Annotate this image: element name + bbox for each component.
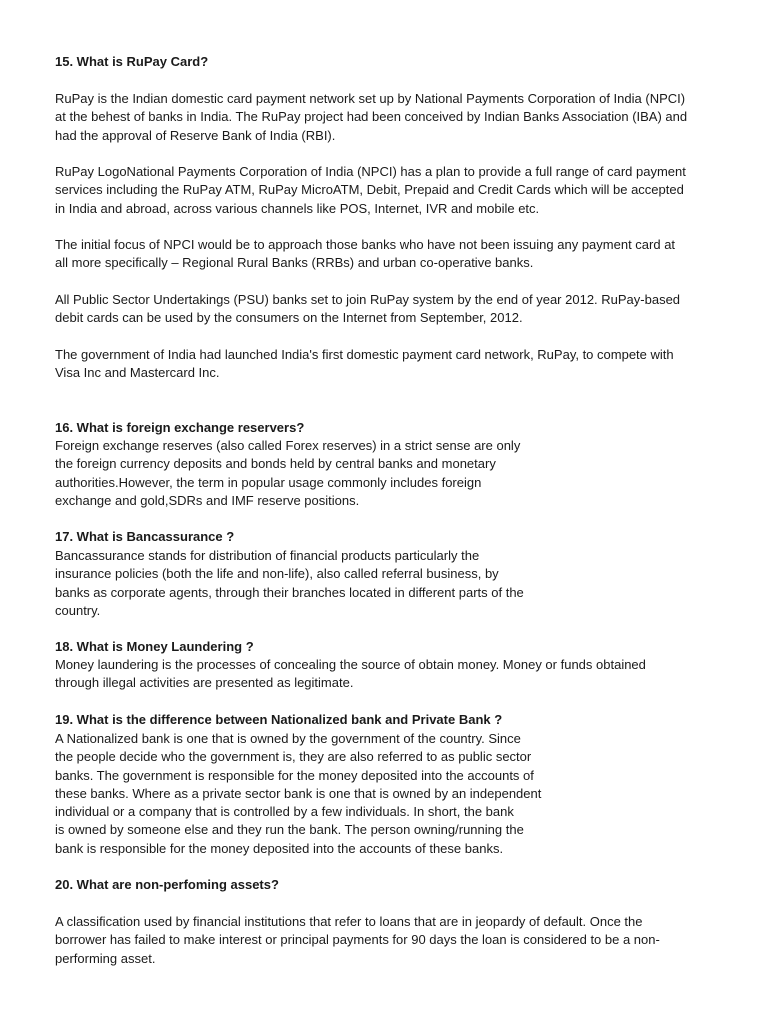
- text-line: RuPay LogoNational Payments Corporation of India (NPCI) has a plan to provide a full range of card payment: [55, 164, 686, 179]
- q18-paragraph: [55, 656, 646, 693]
- text-line: A Nationalized bank is one that is owned by the government of the country. Since: [55, 731, 521, 746]
- text-line: the foreign currency deposits and bonds held by central banks and monetary: [55, 456, 496, 472]
- text-line: in India and abroad, across various channels like POS, Internet, IVR and mobile etc.: [55, 200, 540, 216]
- q15-heading: 15. What is RuPay Card?: [55, 54, 209, 69]
- q17-heading: 17. What is Bancassurance ?: [55, 529, 235, 544]
- q19-paragraph: [55, 730, 541, 858]
- q15-paragraph-2: [55, 163, 686, 218]
- text-line: country.: [55, 602, 101, 618]
- text-line: Foreign exchange reserves (also called Forex reserves) in a strict sense are only: [55, 438, 521, 453]
- q15-paragraph-4: [55, 291, 680, 328]
- text-line: performing asset.: [55, 950, 156, 966]
- q16-paragraph: [55, 437, 520, 510]
- q15-paragraph-3: [55, 236, 675, 273]
- text-line: Bancassurance stands for distribution of financial products particularly the: [55, 548, 480, 563]
- text-line: had the approval of Reserve Bank of India (RBI).: [55, 127, 336, 143]
- text-line: is owned by someone else and they run the bank. The person owning/running the: [55, 822, 524, 838]
- text-line: Money laundering is the processes of concealing the source of obtain money. Money or funds obtained: [55, 657, 646, 672]
- text-line: Visa Inc and Mastercard Inc.: [55, 365, 220, 381]
- text-line: The initial focus of NPCI would be to approach those banks who have not been issuing any payment card at: [55, 237, 676, 252]
- q20-paragraph: [55, 913, 660, 968]
- q15-paragraph-5: [55, 346, 674, 383]
- text-line: banks. The government is responsible for the money deposited into the accounts of: [55, 767, 534, 783]
- text-line: the people decide who the government is, they are also referred to as public sector: [55, 749, 532, 765]
- text-line: at the behest of banks in India. The RuPay project had been conceived by Indian Banks Association (IBA) and: [55, 109, 688, 125]
- text-line: services including the RuPay ATM, RuPay MicroATM, Debit, Prepaid and Credit Cards which will be accepted: [55, 182, 684, 198]
- text-line: through illegal activities are presented as legitimate.: [55, 675, 354, 691]
- text-line: banks as corporate agents, through their branches located in different parts of the: [55, 584, 524, 600]
- text-line: exchange and gold,SDRs and IMF reserve positions.: [55, 492, 360, 508]
- text-line: individual or a company that is controlled by a few individuals. In short, the bank: [55, 804, 514, 820]
- text-line: insurance policies (both the life and non-life), also called referral business, by: [55, 566, 499, 582]
- q19-heading: 19. What is the difference between Nationalized bank and Private Bank ?: [55, 712, 503, 727]
- text-line: these banks. Where as a private sector bank is one that is owned by an independent: [55, 785, 542, 801]
- text-line: bank is responsible for the money deposited into the accounts of these banks.: [55, 840, 504, 856]
- text-line: All Public Sector Undertakings (PSU) banks set to join RuPay system by the end of year 2012. RuPay-based: [55, 292, 681, 307]
- q15-paragraph-1: [55, 90, 687, 145]
- text-line: borrower has failed to make interest or principal payments for 90 days the loan is considered to be a non-: [55, 932, 660, 948]
- q17-paragraph: [55, 547, 524, 620]
- text-line: A classification used by financial institutions that refer to loans that are in jeopardy of default. Once the: [55, 914, 643, 929]
- text-line: authorities.However, the term in popular usage commonly includes foreign: [55, 474, 482, 490]
- q16-heading: 16. What is foreign exchange reservers?: [55, 420, 305, 435]
- text-line: The government of India had launched India's first domestic payment card network, RuPay, to compete with: [55, 347, 674, 362]
- text-line: debit cards can be used by the consumers on the Internet from September, 2012.: [55, 310, 523, 326]
- text-line: all more specifically – Regional Rural Banks (RRBs) and urban co-operative banks.: [55, 255, 534, 271]
- text-line: RuPay is the Indian domestic card payment network set up by National Payments Corporation of India (NPCI): [55, 91, 686, 106]
- q20-heading: 20. What are non-perfoming assets?: [55, 877, 279, 892]
- q18-heading: 18. What is Money Laundering ?: [55, 639, 254, 654]
